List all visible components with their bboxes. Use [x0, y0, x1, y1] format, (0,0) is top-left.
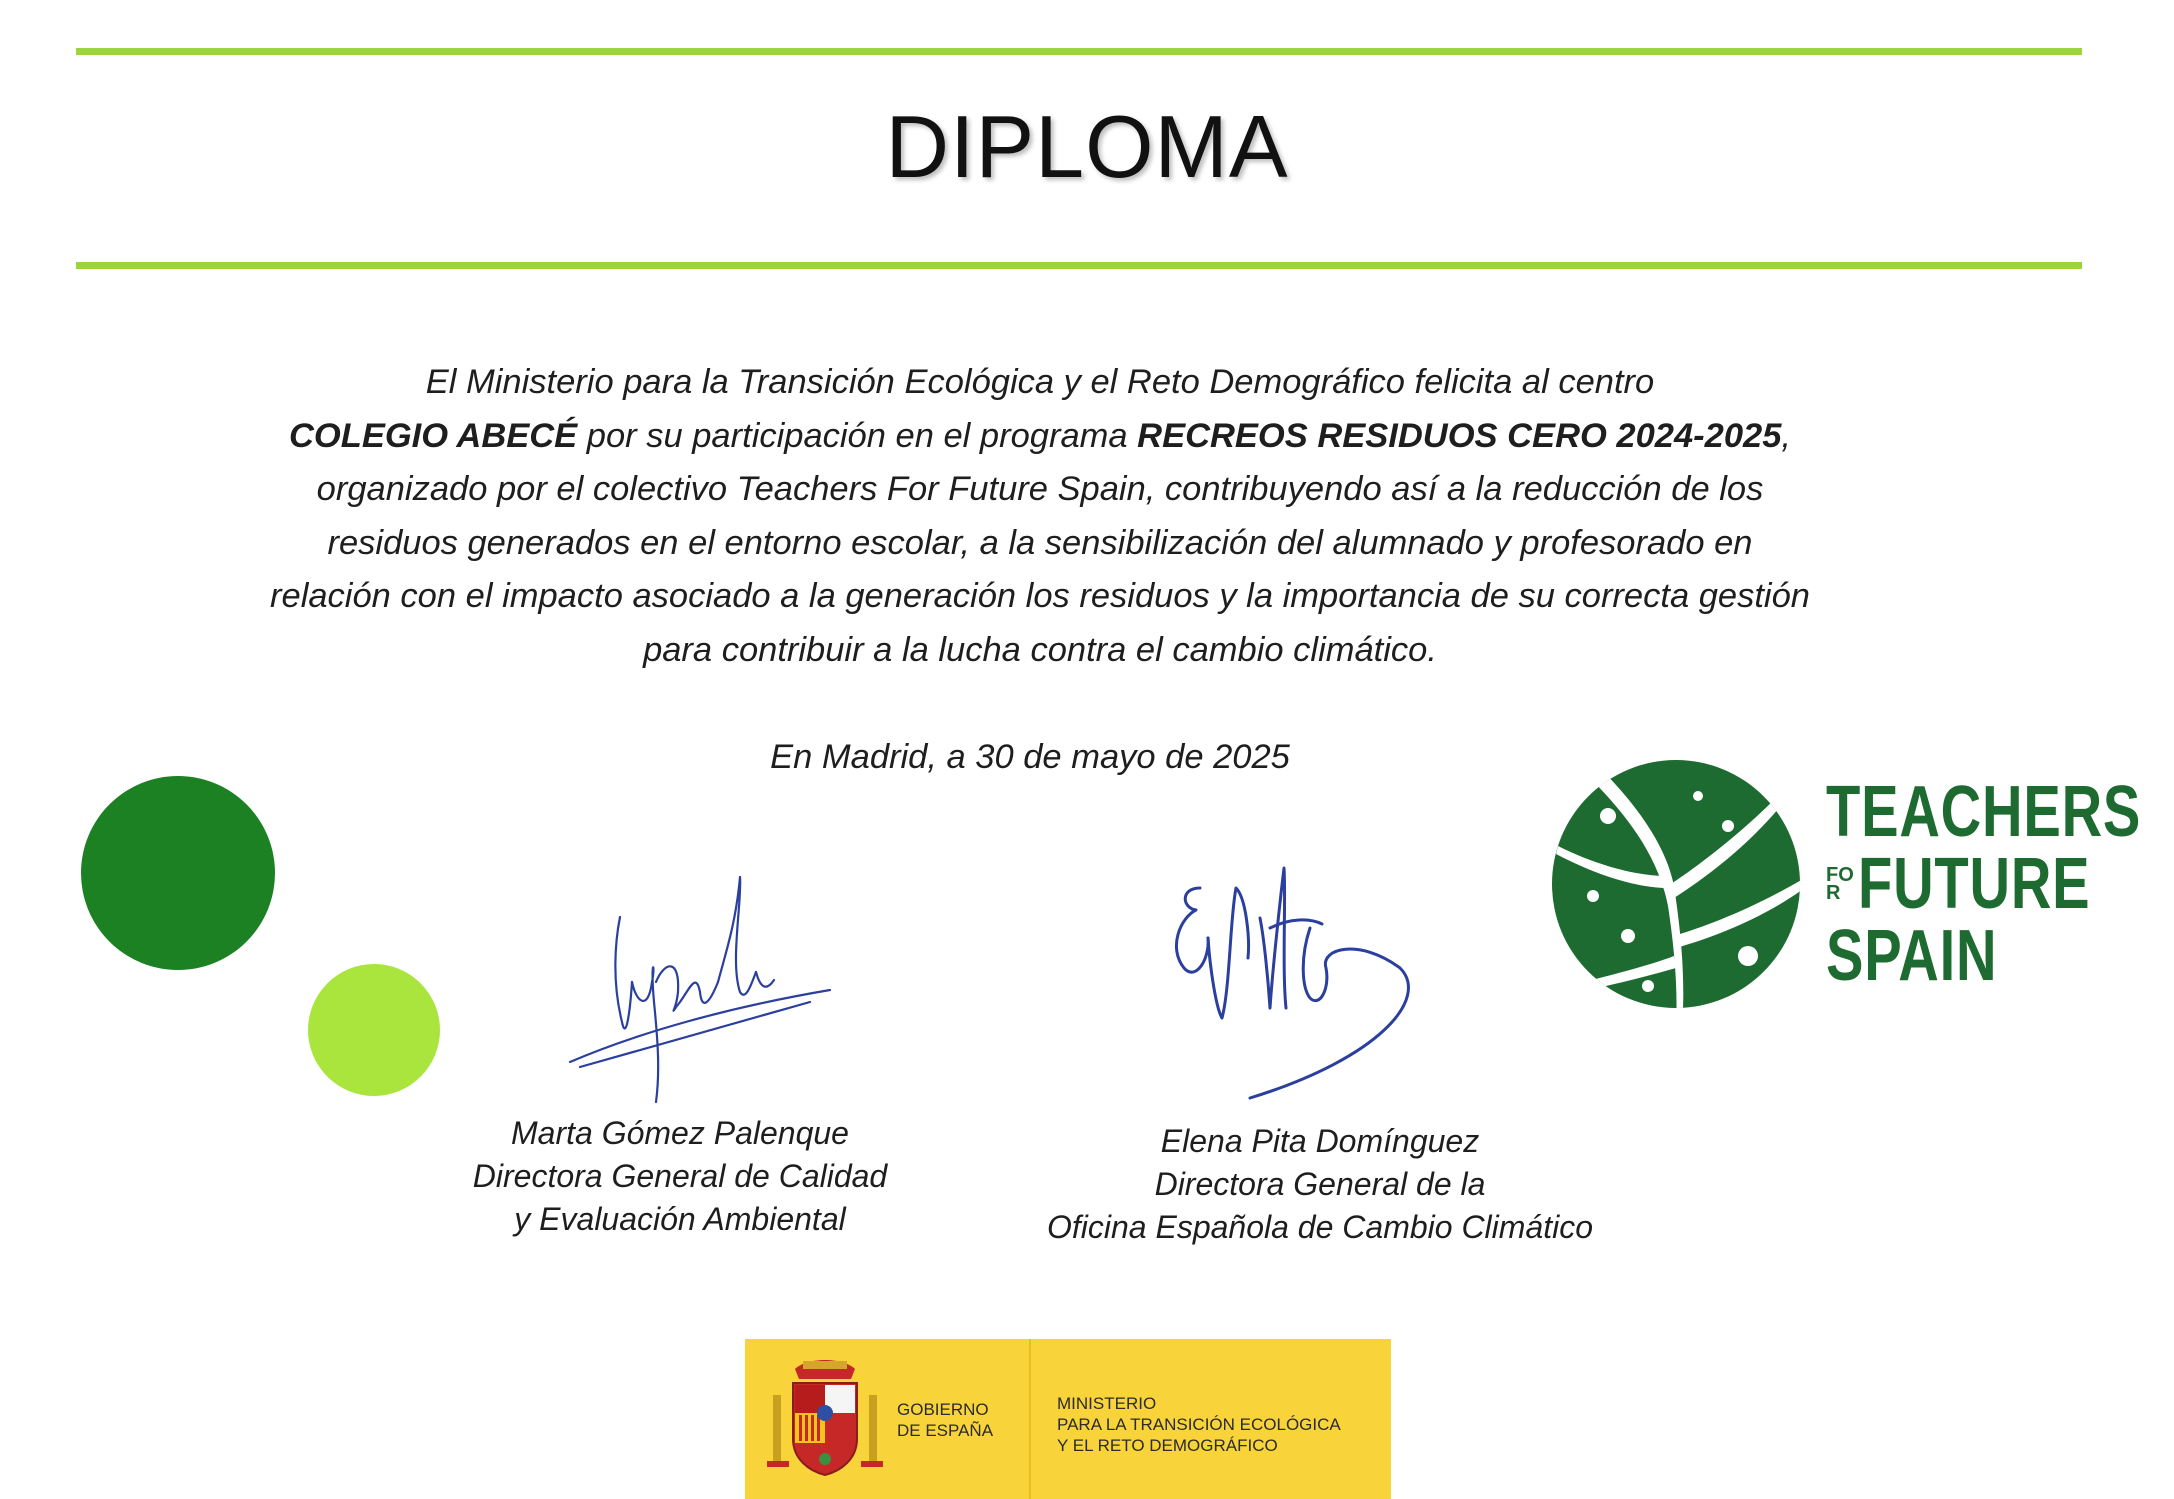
ministerio-line-1: MINISTERIO [1057, 1394, 1157, 1413]
logo-divider [1029, 1339, 1031, 1499]
top-rule [76, 48, 2082, 55]
tff-teachers: TEACHERS [1826, 772, 2142, 852]
tff-for [1826, 866, 1854, 902]
signature-1-icon [560, 862, 840, 1112]
tff-wordmark [1826, 772, 2174, 996]
body-line-5: relación con el impacto asociado a la generación los residuos y la importancia de su correcta gestión [270, 577, 1810, 615]
gobierno-line-1: GOBIERNO [897, 1400, 989, 1419]
gobierno-text [897, 1399, 993, 1441]
signer-1-name: Marta Gómez Palenque [511, 1115, 849, 1151]
coat-of-arms-icon [767, 1355, 883, 1479]
decorative-dark-green-circle [81, 776, 275, 970]
tff-for-top: FO [1826, 864, 1854, 886]
tff-future: FUTURE [1857, 844, 2091, 924]
ministerio-text [1057, 1393, 1341, 1456]
body-line-6: para contribuir a la lucha contra el cambio climático. [643, 630, 1437, 669]
signer-1-role-1: Directora General de Calidad [472, 1158, 888, 1194]
signature-2-icon [1160, 858, 1420, 1108]
teachers-for-future-spain-logo [1548, 756, 2142, 1016]
body-line-1: El Ministerio para la Transición Ecológica y el Reto Demográfico felicita al centro [425, 363, 1655, 401]
issue-date: En Madrid, a 30 de mayo de 2025 [770, 738, 1290, 776]
school-name: COLEGIO ABECÉ [289, 416, 578, 455]
diploma-title: DIPLOMA [885, 97, 1289, 196]
body-line-3: organizado por el colectivo Teachers For Future Spain, contribuyendo así a la reducción de los [316, 470, 1764, 508]
body-line-2-mid: por su participación en el programa [577, 416, 1138, 455]
signer-1-role-2: y Evaluación Ambiental [514, 1201, 846, 1237]
gobierno-line-2: DE ESPAÑA [897, 1421, 994, 1440]
decorative-light-green-circle [308, 964, 440, 1096]
body-line-4: residuos generados en el entorno escolar, a la sensibilización del alumnado y profesorado en [327, 523, 1753, 562]
diploma-body [150, 356, 1930, 677]
bottom-rule [76, 262, 2082, 269]
tff-spain: SPAIN [1826, 916, 1998, 996]
body-line-2 [150, 410, 1930, 464]
signer-2-role-2: Oficina Española de Cambio Climático [1046, 1209, 1594, 1245]
body-line-2-end: , [1781, 416, 1791, 455]
signer-2-block [1040, 1120, 1600, 1249]
gobierno-espana-logo [745, 1339, 1391, 1499]
signer-1-block [420, 1112, 940, 1241]
signer-2-role-1: Directora General de la [1154, 1166, 1486, 1202]
leaf-globe-icon [1548, 756, 1808, 1016]
ministerio-line-3: Y EL RETO DEMOGRÁFICO [1057, 1436, 1278, 1455]
tff-for-bottom: R [1826, 882, 1841, 904]
ministerio-line-2: PARA LA TRANSICIÓN ECOLÓGICA [1057, 1415, 1341, 1434]
program-name: RECREOS RESIDUOS CERO 2024-2025 [1137, 416, 1782, 455]
signer-2-name: Elena Pita Domínguez [1160, 1123, 1480, 1159]
